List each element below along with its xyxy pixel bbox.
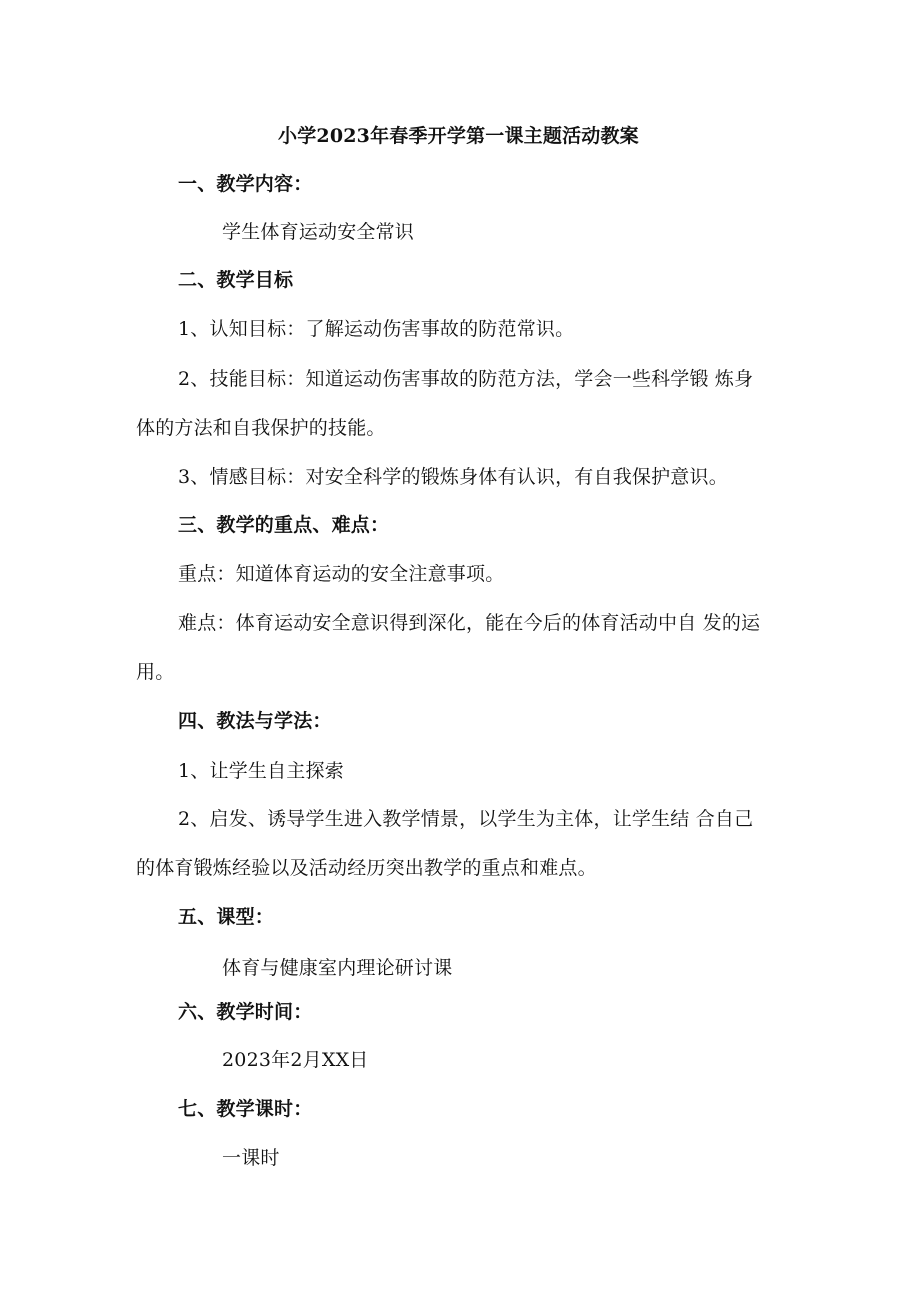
teaching-date-text: 2023年2月XX日 bbox=[222, 1049, 369, 1071]
section-heading-class-hours: 七、教学课时： bbox=[178, 1098, 313, 1120]
page-title: 小学2023年春季开学第一课主题活动教案 bbox=[278, 125, 639, 147]
class-hours-text: 一课时 bbox=[222, 1147, 280, 1169]
objective-emotional: 3、情感目标：对安全科学的锻炼身体有认识，有自我保护意识。 bbox=[178, 466, 728, 488]
section-heading-teaching-time: 六、教学时间： bbox=[178, 1001, 313, 1023]
difficulty-text: 难点：体育运动安全意识得到深化，能在今后的体育活动中自 发的运 bbox=[178, 612, 761, 634]
key-point-text: 重点：知道体育运动的安全注意事项。 bbox=[178, 563, 505, 585]
objective-skill-continued: 体的方法和自我保护的技能。 bbox=[136, 417, 386, 439]
method-item-2-continued: 的体育锻炼经验以及活动经历突出教学的重点和难点。 bbox=[136, 857, 597, 879]
section-heading-content: 一、教学内容： bbox=[178, 173, 313, 195]
section-heading-key-points: 三、教学的重点、难点： bbox=[178, 514, 390, 536]
objective-skill: 2、技能目标：知道运动伤害事故的防范方法，学会一些科学锻 炼身 bbox=[178, 368, 754, 390]
difficulty-text-continued: 用。 bbox=[136, 661, 175, 683]
method-item-1: 1、让学生自主探索 bbox=[178, 760, 344, 782]
section-heading-methods: 四、教法与学法： bbox=[178, 710, 332, 732]
lesson-type-text: 体育与健康室内理论研讨课 bbox=[222, 957, 453, 979]
objective-cognitive: 1、认知目标：了解运动伤害事故的防范常识。 bbox=[178, 318, 575, 340]
method-item-2: 2、启发、诱导学生进入教学情景，以学生为主体，让学生结 合自己 bbox=[178, 808, 754, 830]
section-heading-objectives: 二、教学目标 bbox=[178, 269, 294, 291]
section-heading-lesson-type: 五、课型： bbox=[178, 906, 275, 928]
content-text: 学生体育运动安全常识 bbox=[222, 221, 415, 243]
